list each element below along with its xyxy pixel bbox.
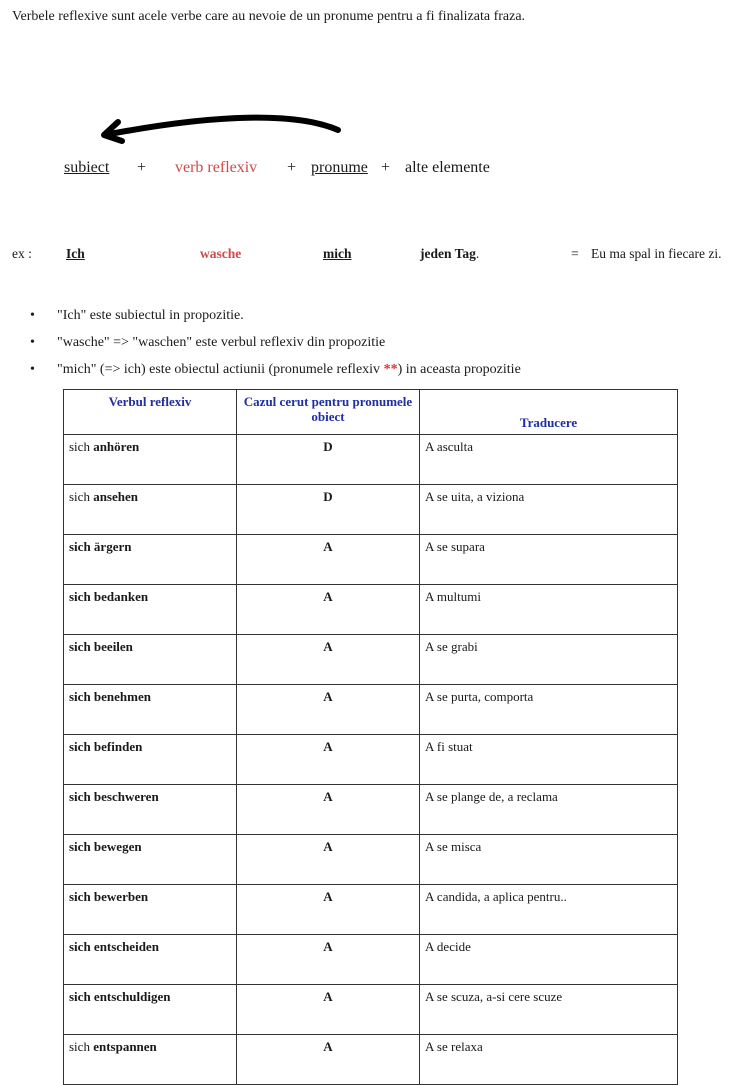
example-pronoun: mich [323, 246, 352, 261]
formula-pronoun: pronume [311, 159, 368, 176]
sich-prefix: sich [69, 839, 94, 854]
verb-text: entschuldigen [93, 989, 171, 1004]
cell-translation: A se scuza, a-si cere scuze [420, 985, 678, 1035]
example-subject: Ich [66, 246, 85, 261]
sich-prefix: sich [69, 989, 94, 1004]
table-row [64, 485, 678, 535]
table-row [64, 535, 678, 585]
cell-case: A [237, 1035, 420, 1085]
example-rest: jeden Tag [420, 246, 476, 261]
sich-prefix: sich [69, 739, 94, 754]
cell-translation: A se relaxa [420, 1035, 678, 1085]
cell-case: A [237, 985, 420, 1035]
formula-rest: alte elemente [405, 159, 490, 176]
cell-translation: A se grabi [420, 635, 678, 685]
table-row [64, 785, 678, 835]
example-verb: wasche [200, 246, 242, 261]
sich-prefix: sich [69, 939, 94, 954]
intro-text: Verbele reflexive sunt acele verbe care au nevoie de un pronume pentru a fi finalizata fraza. [12, 9, 526, 24]
cell-translation: A se supara [420, 535, 678, 585]
note-stars: ** [383, 362, 398, 377]
verb-text: benehmen [93, 689, 151, 704]
sich-prefix: sich [69, 1039, 94, 1054]
verb-text: anhören [93, 439, 140, 454]
bullet-list [30, 305, 521, 386]
reflexive-verbs-table [63, 389, 678, 1085]
example-translation: Eu ma spal in fiecare zi. [591, 246, 722, 261]
verb-text: bedanken [93, 589, 149, 604]
sich-prefix: sich [69, 489, 94, 504]
cell-verb [64, 1035, 237, 1085]
formula-plus-3: + [381, 159, 391, 176]
table-row [64, 985, 678, 1035]
sich-prefix: sich [69, 789, 94, 804]
verb-text: beeilen [93, 639, 133, 654]
header-translation: Traducere [420, 390, 678, 435]
verb-text: entspannen [93, 1039, 157, 1054]
cell-case: A [237, 535, 420, 585]
cell-case: A [237, 635, 420, 685]
cell-case: A [237, 885, 420, 935]
sich-prefix: sich [69, 689, 94, 704]
table-body [64, 435, 678, 1085]
table-row [64, 885, 678, 935]
left-arrow-icon [96, 108, 346, 148]
header-case: Cazul cerut pentru pronumele obiect [237, 390, 420, 435]
cell-translation: A se purta, comporta [420, 685, 678, 735]
cell-translation: A candida, a aplica pentru.. [420, 885, 678, 935]
list-item: • "wasche" => "waschen" este verbul reflexiv din propozitie [30, 332, 521, 359]
verb-text: ansehen [93, 489, 138, 504]
example-equals: = [571, 246, 579, 261]
verb-text: ärgern [93, 539, 132, 554]
verb-text: bewerben [93, 889, 149, 904]
formula-plus-2: + [287, 159, 297, 176]
table-row [64, 1035, 678, 1085]
example-label: ex : [12, 246, 32, 261]
cell-case: A [237, 585, 420, 635]
sich-prefix: sich [69, 639, 94, 654]
cell-verb [64, 685, 237, 735]
formula-subject: subiect [64, 159, 110, 176]
cell-translation: A fi stuat [420, 735, 678, 785]
cell-translation: A multumi [420, 585, 678, 635]
cell-translation: A se plange de, a reclama [420, 785, 678, 835]
cell-verb [64, 835, 237, 885]
sich-prefix: sich [69, 889, 94, 904]
table-row [64, 735, 678, 785]
cell-case: D [237, 435, 420, 485]
list-item: • "Ich" este subiectul in propozitie. [30, 305, 521, 332]
cell-verb [64, 535, 237, 585]
sich-prefix: sich [69, 539, 94, 554]
header-verb: Verbul reflexiv [64, 390, 237, 435]
table-row [64, 835, 678, 885]
table-row [64, 685, 678, 735]
cell-verb [64, 735, 237, 785]
cell-case: A [237, 785, 420, 835]
cell-translation: A se uita, a viziona [420, 485, 678, 535]
table-row [64, 435, 678, 485]
cell-case: A [237, 935, 420, 985]
formula-verb: verb reflexiv [175, 159, 258, 176]
verb-text: befinden [93, 739, 143, 754]
cell-translation: A decide [420, 935, 678, 985]
cell-case: A [237, 835, 420, 885]
cell-verb [64, 585, 237, 635]
verb-text: beschweren [93, 789, 159, 804]
table-row [64, 935, 678, 985]
cell-translation: A se misca [420, 835, 678, 885]
cell-verb [64, 985, 237, 1035]
cell-verb [64, 885, 237, 935]
sich-prefix: sich [69, 589, 94, 604]
cell-case: A [237, 685, 420, 735]
cell-case: D [237, 485, 420, 535]
table-row [64, 585, 678, 635]
verb-text: entscheiden [93, 939, 159, 954]
cell-verb [64, 785, 237, 835]
cell-verb [64, 435, 237, 485]
verb-text: bewegen [93, 839, 142, 854]
cell-case: A [237, 735, 420, 785]
table-header-row [64, 390, 678, 435]
example-dot: . [475, 246, 480, 261]
table-row [64, 635, 678, 685]
list-item: • "mich" (=> ich) este obiectul actiunii (pronumele reflexiv **) in aceasta propozitie [30, 359, 521, 386]
formula-plus-1: + [137, 159, 147, 176]
cell-verb [64, 635, 237, 685]
cell-verb [64, 485, 237, 535]
cell-verb [64, 935, 237, 985]
sich-prefix: sich [69, 439, 94, 454]
cell-translation: A asculta [420, 435, 678, 485]
